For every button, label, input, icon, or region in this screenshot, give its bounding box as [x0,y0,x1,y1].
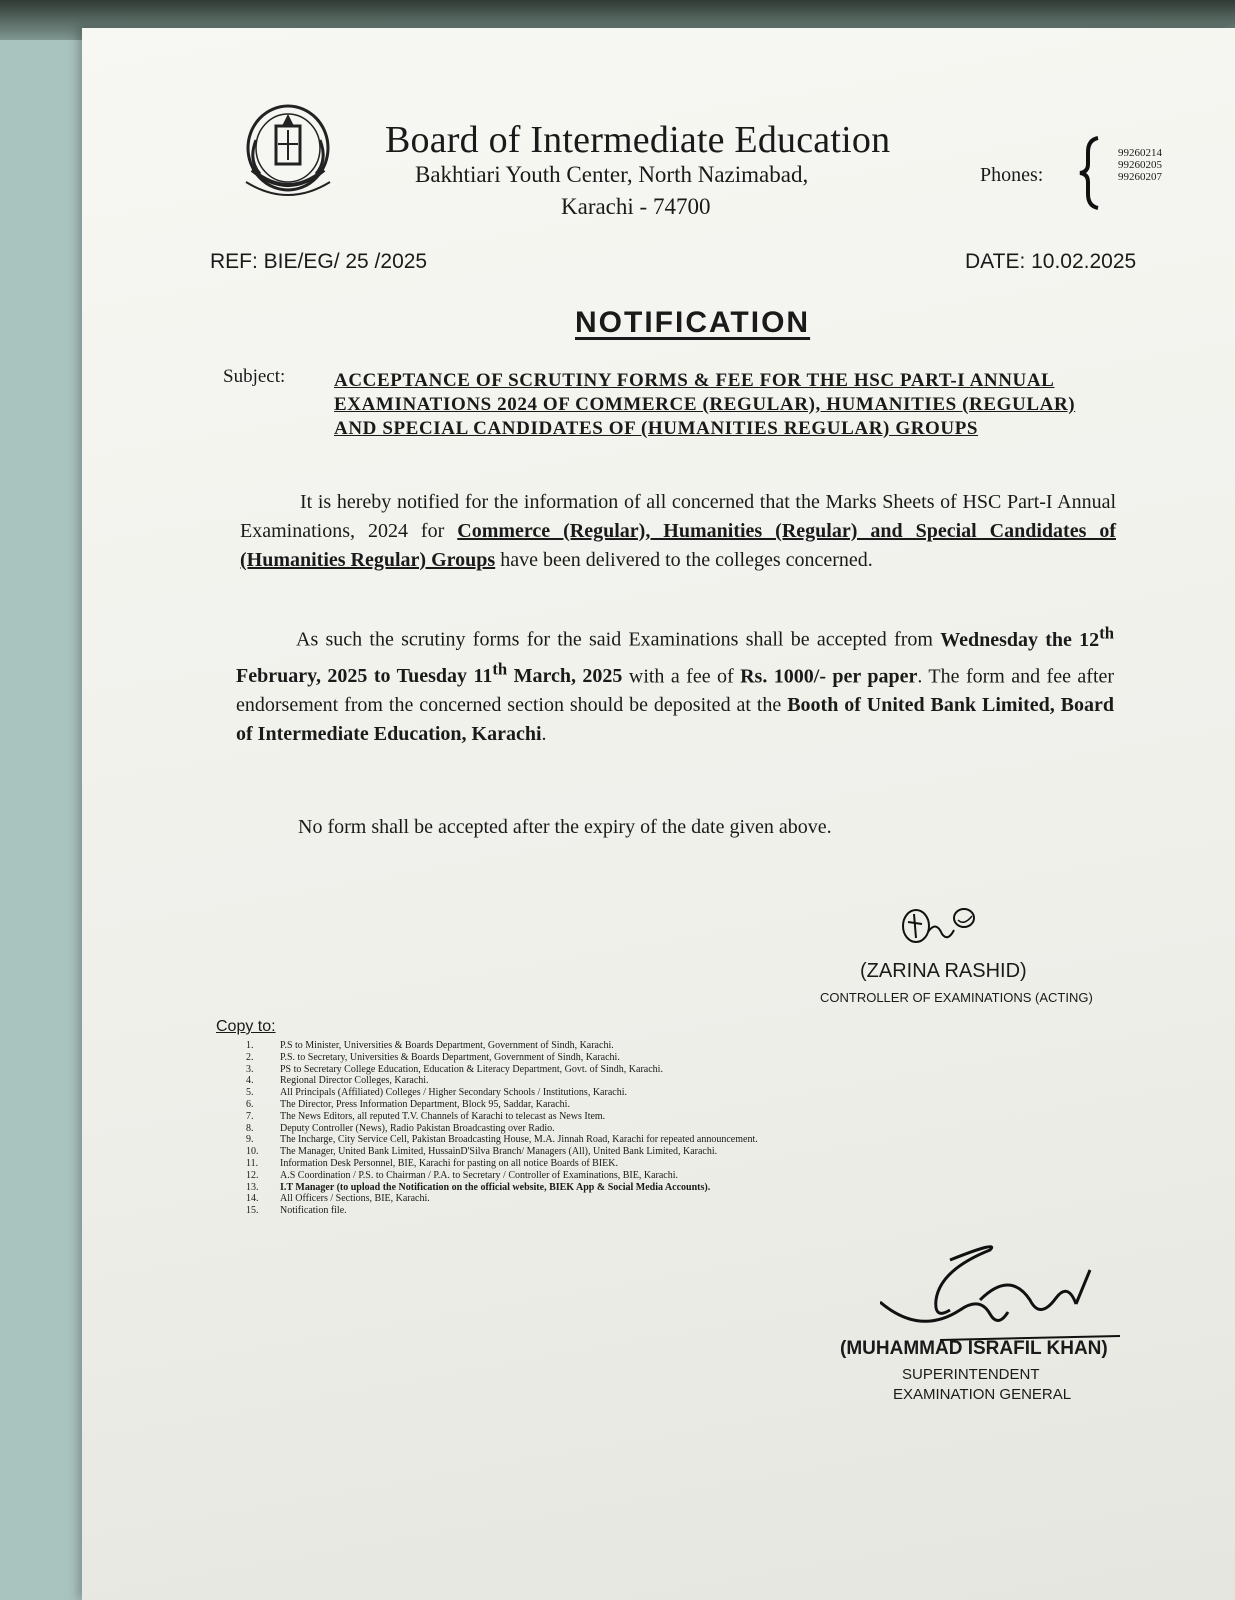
list-item: 10. The Manager, United Bank Limited, HussainD'Silva Branch/ Managers (All), United Bank Limited, Karachi. [246,1146,718,1158]
paragraph-2: As such the scrutiny forms for the said Examinations shall be accepted from Wednesday the 12th February, 2025 to Tuesday 11th March, 2025 with a fee of Rs. 1000/- per paper. The form and fee after endorsement from the concerned section should be deposited at the Booth of United Bank Limited, Board of Intermediate Education, Karachi. [236,623,1115,746]
board-emblem-icon [238,100,338,204]
p1-end: have been delivered to the colleges concerned. [500,549,873,571]
phone-numbers [1118,147,1162,183]
copy-to-heading: Copy to: [216,1018,276,1035]
paragraph-1 [240,488,1116,575]
list-item: 4. Regional Director Colleges, Karachi. [246,1075,429,1087]
p2-fee-intro: with a fee of [628,665,734,688]
list-item: 12. A.S Coordination / P.S. to Chairman / P.A. to Secretary / Controller of Examinations, BIE, Karachi. [246,1169,679,1181]
list-item: 5. All Principals (Affiliated) Colleges / Higher Secondary Schools / Institutions, Karachi. [246,1087,627,1099]
list-item: 9. The Incharge, City Service Cell, Pakistan Broadcasting House, M.A. Jinnah Road, Karachi for repeated announcement. [246,1134,758,1146]
signature-1 [898,902,990,956]
p1-groups: Commerce (Regular), Humanities (Regular) and Special Candidates of (Humanities Regular) Groups [240,520,1116,571]
list-item: 3. PS to Secretary College Education, Education & Literacy Department, Govt. of Sindh, Karachi. [246,1063,663,1075]
p2-fee: Rs. 1000/- per paper [740,665,918,688]
document-date: DATE: 10.02.2025 [965,250,1137,273]
document-title: NOTIFICATION [575,306,811,339]
p2-intro: As such the scrutiny forms for the said Examinations shall be accepted from [296,628,933,651]
p2-from-date: Wednesday the 12th February, 2025 to Tuesday 11th March, 2025 [236,623,1114,688]
signatory-2-name: (MUHAMMAD ISRAFIL KHAN) [840,1338,1108,1359]
list-item: 2. P.S. to Secretary, Universities & Boards Department, Government of Sindh, Karachi. [246,1051,620,1063]
list-item: 1. P.S to Minister, Universities & Boards Department, Government of Sindh, Karachi. [246,1040,614,1051]
p2-middle: . The form and fee after endorsement from the concerned section should be deposited at the [236,665,1115,717]
signatory-1-title: CONTROLLER OF EXAMINATIONS (ACTING) [820,990,1093,1005]
reference-number: REF: BIE/EG/ 25 /2025 [210,250,428,273]
subject-label: Subject: [223,366,286,387]
p1-intro: It is hereby notified for the information of all concerned that the Marks Sheets of HSC Part-I Annual Examinations, 2024 for [240,491,1116,542]
signatory-2-title: SUPERINTENDENT [902,1366,1040,1383]
signatory-1-name: (ZARINA RASHID) [860,960,1027,982]
p2-booth: Booth of United Bank Limited, Board of Intermediate Education, Karachi [236,694,1115,746]
phones-label: Phones: [980,164,1044,186]
list-item: 14. All Officers / Sections, BIE, Karachi. [246,1193,430,1205]
address-line-1: Bakhtiari Youth Center, North Nazimabad, [415,162,809,187]
list-item: 6. The Director, Press Information Department, Block 95, Saddar, Karachi. [246,1098,570,1110]
paragraph-3: No form shall be accepted after the expiry of the date given above. [298,816,832,838]
list-item: 15. Notification file. [246,1205,347,1217]
phone-number: 99260207 [1118,171,1162,183]
address-line-2: Karachi - 74700 [561,194,711,219]
org-name: Board of Intermediate Education [385,119,891,161]
phone-number: 99260205 [1118,159,1162,171]
brace-icon [1076,136,1104,210]
list-item: 13. I.T Manager (to upload the Notification on the official website, BIEK App & Social Media Accounts). [246,1181,711,1193]
list-item: 8. Deputy Controller (News), Radio Pakistan Broadcasting over Radio. [246,1122,555,1134]
signatory-2-department: EXAMINATION GENERAL [893,1386,1072,1403]
list-item: 11. Information Desk Personnel, BIE, Karachi for pasting on all notice Boards of BIEK. [246,1157,618,1169]
list-item: 7. The News Editors, all reputed T.V. Channels of Karachi to telecast as News Item. [246,1110,606,1122]
subject-text: ACCEPTANCE OF SCRUTINY FORMS & FEE FOR THE HSC PART-I ANNUAL EXAMINATIONS 2024 OF COMMERCE (REGULAR), HUMANITIES (REGULAR) AND SPECIAL CANDIDATES OF (HUMANITIES REGULAR) GROUPS [334,370,1076,439]
copy-to-list [246,1040,758,1217]
phone-number: 99260214 [1118,147,1162,159]
